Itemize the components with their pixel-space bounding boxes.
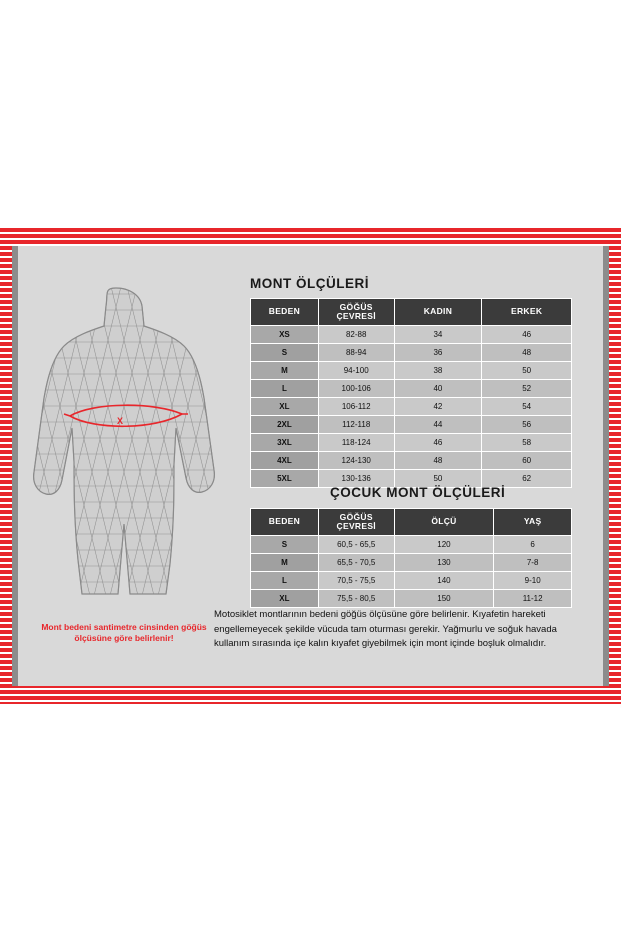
cell-size: XL xyxy=(251,398,319,416)
cell-women: 44 xyxy=(394,416,482,434)
table-row xyxy=(251,434,572,452)
cell-men: 54 xyxy=(482,398,572,416)
cell-women: 38 xyxy=(394,362,482,380)
cell-age: 11-12 xyxy=(494,590,572,608)
size-chart-card xyxy=(0,228,621,704)
table-row xyxy=(251,362,572,380)
cell-men: 48 xyxy=(482,344,572,362)
cell-size: S xyxy=(251,344,319,362)
column-header-gogus-cevresi: GÖĞÜS ÇEVRESİ xyxy=(318,509,394,536)
mannequin-illustration xyxy=(24,274,224,604)
column-header-erkek: ERKEK xyxy=(482,299,572,326)
cell-men: 60 xyxy=(482,452,572,470)
footer-description: Motosiklet montlarının bedeni göğüs ölçüsüne göre belirlenir. Kıyafetin hareketi engellemeyecek şekilde vücuda tam oturması gerekir. Yağmurlu ve soğuk havada kullanım sırasında içe kalın kıyafet giyebilmek için mont içinde boşluk olmalıdır. xyxy=(214,609,557,650)
cell-measure: 140 xyxy=(394,572,494,590)
cell-chest: 88-94 xyxy=(318,344,394,362)
table-row xyxy=(251,416,572,434)
table-row xyxy=(251,590,572,608)
cell-chest: 65,5 - 70,5 xyxy=(318,554,394,572)
cell-size: 4XL xyxy=(251,452,319,470)
table-row xyxy=(251,380,572,398)
cell-measure: 130 xyxy=(394,554,494,572)
cell-chest: 130-136 xyxy=(318,470,394,488)
cell-women: 46 xyxy=(394,434,482,452)
column-header-beden: BEDEN xyxy=(251,299,319,326)
cell-size: S xyxy=(251,536,319,554)
cell-size: M xyxy=(251,362,319,380)
adult-table-title: MONT ÖLÇÜLERİ xyxy=(250,276,369,291)
table-row xyxy=(251,326,572,344)
chest-measure-label: X xyxy=(116,416,124,426)
table-header-row xyxy=(251,299,572,326)
column-header-beden: BEDEN xyxy=(251,509,319,536)
table-row xyxy=(251,572,572,590)
cell-size: 2XL xyxy=(251,416,319,434)
cell-chest: 60,5 - 65,5 xyxy=(318,536,394,554)
cell-chest: 124-130 xyxy=(318,452,394,470)
child-size-table xyxy=(250,508,572,608)
cell-women: 36 xyxy=(394,344,482,362)
cell-men: 50 xyxy=(482,362,572,380)
cell-measure: 120 xyxy=(394,536,494,554)
table-row xyxy=(251,536,572,554)
table-row xyxy=(251,344,572,362)
cell-size: L xyxy=(251,572,319,590)
table-row xyxy=(251,554,572,572)
column-header-yas: YAŞ xyxy=(494,509,572,536)
cell-chest: 82-88 xyxy=(318,326,394,344)
cell-women: 48 xyxy=(394,452,482,470)
cell-chest: 100-106 xyxy=(318,380,394,398)
table-row xyxy=(251,452,572,470)
column-header-gogus-cevresi: GÖĞÜS ÇEVRESİ xyxy=(318,299,394,326)
cell-chest: 70,5 - 75,5 xyxy=(318,572,394,590)
cell-women: 34 xyxy=(394,326,482,344)
cell-men: 56 xyxy=(482,416,572,434)
column-header-kadin: KADIN xyxy=(394,299,482,326)
mannequin-body xyxy=(24,274,224,604)
cell-size: 5XL xyxy=(251,470,319,488)
cell-measure: 150 xyxy=(394,590,494,608)
cell-chest: 112-118 xyxy=(318,416,394,434)
size-chart-content xyxy=(18,246,603,686)
table-header-row xyxy=(251,509,572,536)
cell-chest: 94-100 xyxy=(318,362,394,380)
cell-chest: 106-112 xyxy=(318,398,394,416)
column-header-olcu: ÖLÇÜ xyxy=(394,509,494,536)
cell-women: 40 xyxy=(394,380,482,398)
cell-size: XS xyxy=(251,326,319,344)
cell-age: 7-8 xyxy=(494,554,572,572)
cell-men: 52 xyxy=(482,380,572,398)
figure-caption: Mont bedeni santimetre cinsinden göğüs ölçüsüne göre belirlenir! xyxy=(41,622,207,644)
cell-size: 3XL xyxy=(251,434,319,452)
cell-women: 50 xyxy=(394,470,482,488)
cell-men: 62 xyxy=(482,470,572,488)
cell-men: 58 xyxy=(482,434,572,452)
cell-size: M xyxy=(251,554,319,572)
cell-age: 6 xyxy=(494,536,572,554)
cell-size: L xyxy=(251,380,319,398)
size-chart-inner xyxy=(12,246,609,686)
cell-size: XL xyxy=(251,590,319,608)
child-table-title: ÇOCUK MONT ÖLÇÜLERİ xyxy=(330,485,506,500)
adult-size-table xyxy=(250,298,572,488)
cell-age: 9-10 xyxy=(494,572,572,590)
cell-chest: 118-124 xyxy=(318,434,394,452)
cell-women: 42 xyxy=(394,398,482,416)
cell-men: 46 xyxy=(482,326,572,344)
table-row xyxy=(251,398,572,416)
cell-chest: 75,5 - 80,5 xyxy=(318,590,394,608)
